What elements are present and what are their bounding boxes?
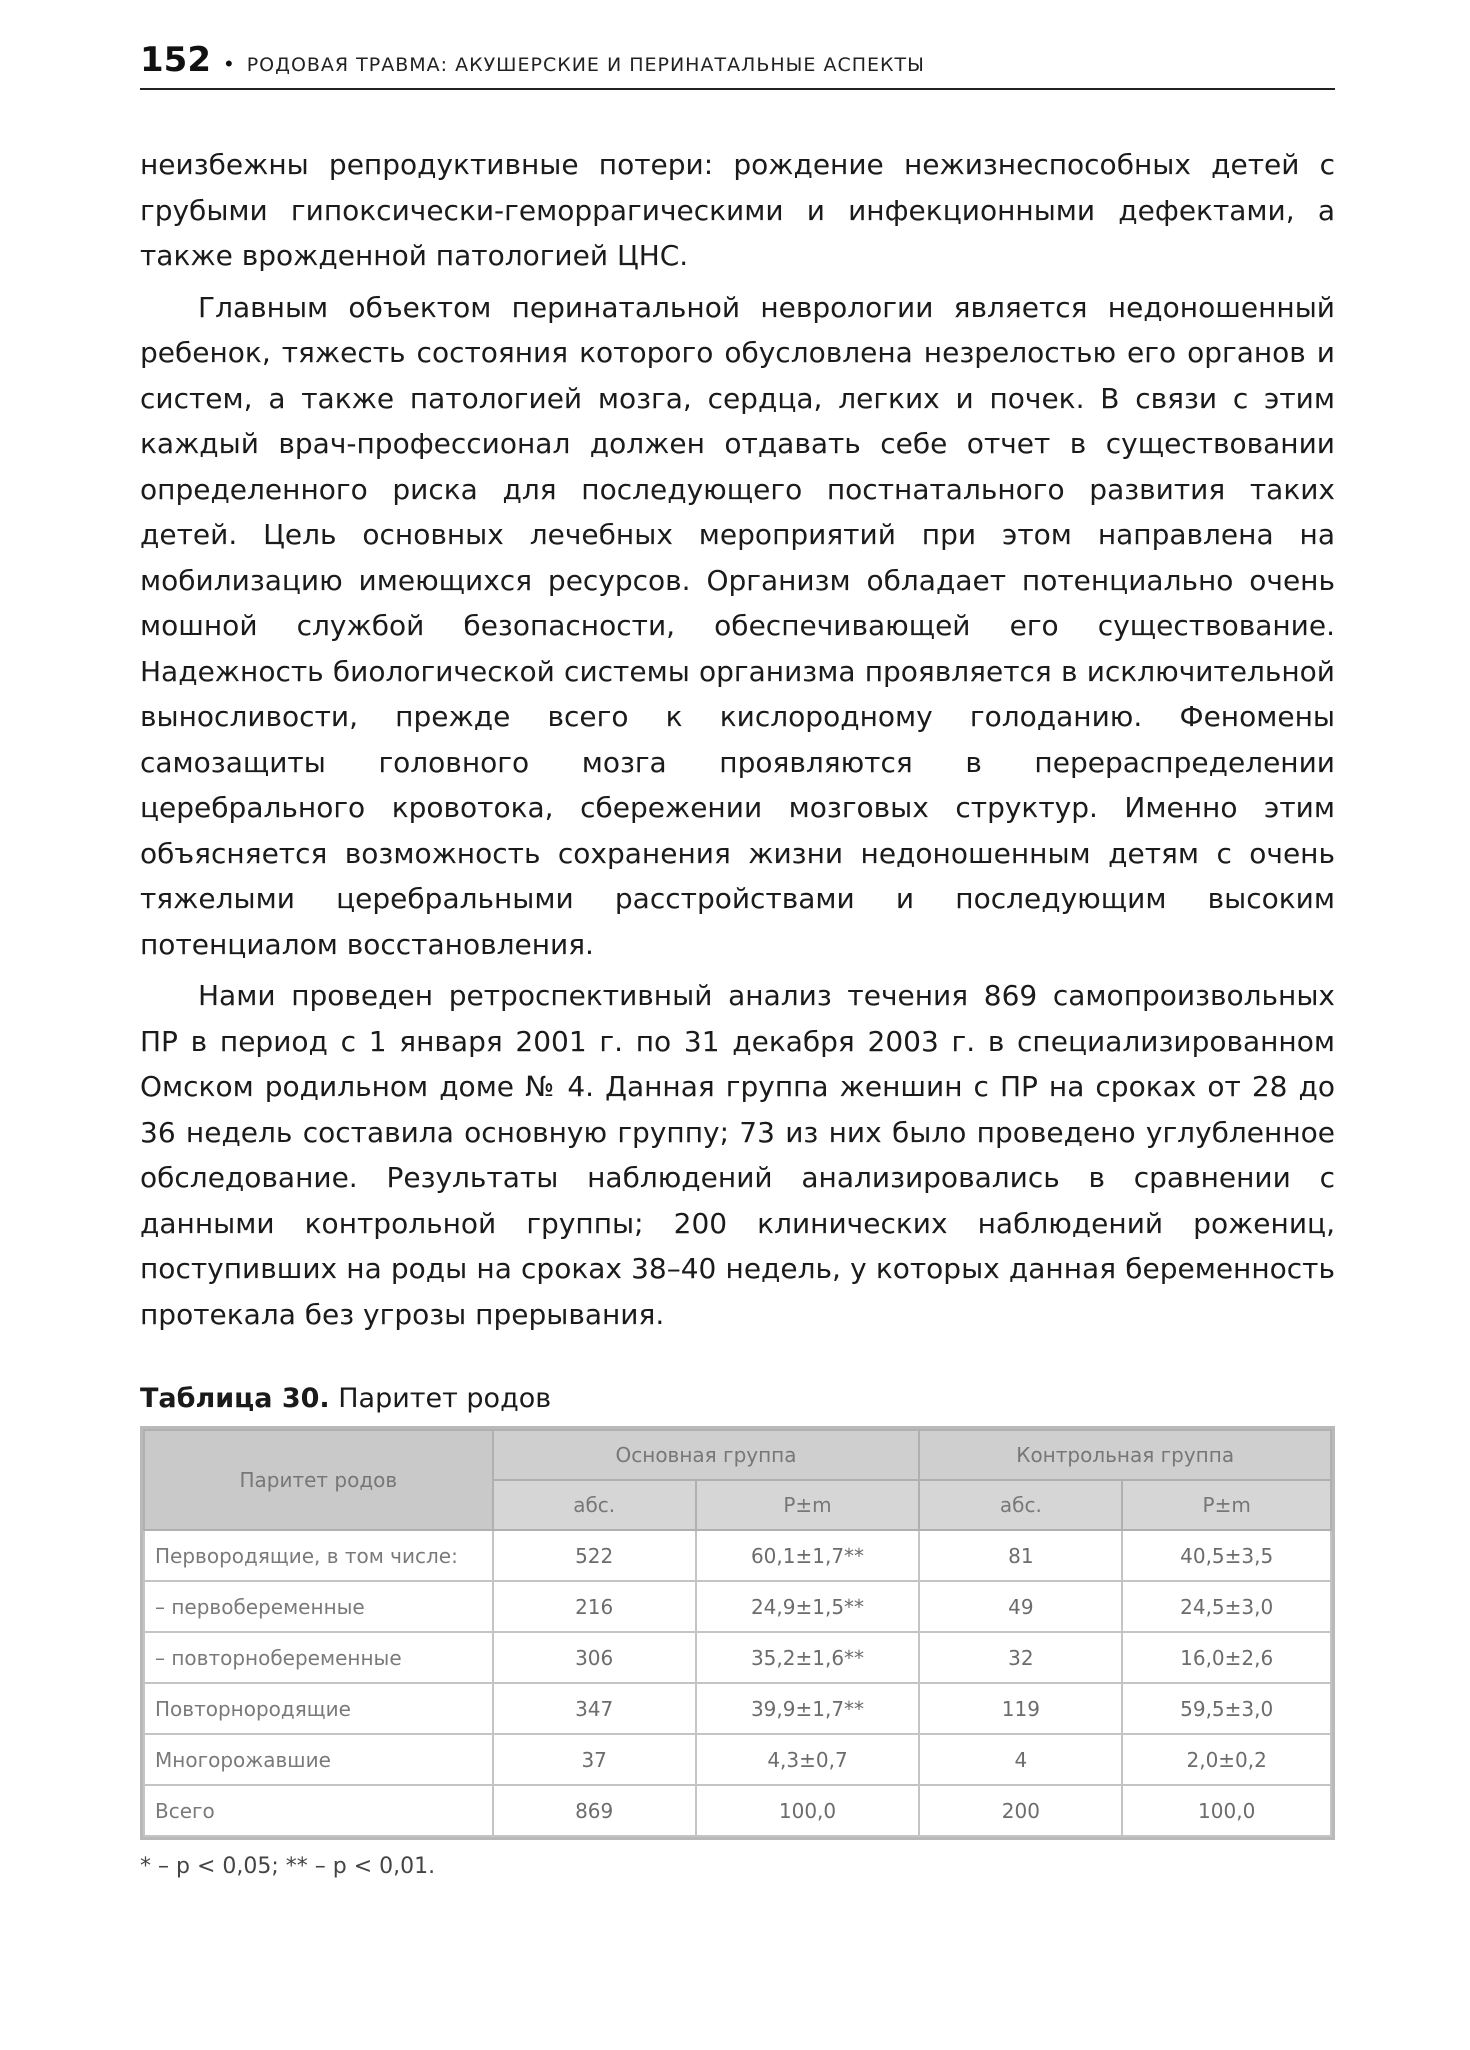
- table-caption-text: Паритет родов: [329, 1383, 552, 1414]
- cell-main-pm: 4,3±0,7: [696, 1734, 920, 1785]
- cell-control-abs: 32: [919, 1632, 1122, 1683]
- paragraph: Главным объектом перинатальной неврологии является недоношенный ребенок, тяжесть состояния которого обусловлена незрелостью его органов и систем, а также патологией мозга, сердца, легких и почек. В связи с этим каждый врач-профессионал должен отдавать себе отчет в существовании определенного риска для последующего постнатального развития таких детей. Цель основных лечебных мероприятий при этом направлена на мобилизацию имеющихся ресурсов. Организм обладает потенциально очень мошной службой безопасности, обеспечивающей его существование. Надежность биологической системы организма проявляется в исключительной выносливости, прежде всего к кислородному голоданию. Феномены самозащиты головного мозга проявляются в перераспределении церебрального кровотока, сбережении мозговых структур. Именно этим объясняется возможность сохранения жизни недоношенным детям с очень тяжелыми церебральными расстройствами и последующим высоким потенциалом восстановления.: [140, 290, 1335, 961]
- header-main-pm: P±m: [696, 1480, 920, 1530]
- cell-main-pm: 24,9±1,5**: [696, 1581, 920, 1632]
- cell-main-pm: 39,9±1,7**: [696, 1683, 920, 1734]
- cell-control-abs: 119: [919, 1683, 1122, 1734]
- cell-control-pm: 59,5±3,0: [1122, 1683, 1331, 1734]
- paragraph: Нами проведен ретроспективный анализ течения 869 самопроизвольных ПР в период с 1 января 2001 г. по 31 декабря 2003 г. в специализированном Омском родильном доме № 4. Данная группа женшин с ПР на сроках от 28 до 36 недель составила основную группу; 73 из них было проведено углубленное обследование. Результаты наблюдений анализировались в сравнении с данными контрольной группы; 200 клинических наблюдений рожениц, поступивших на роды на сроках 38–40 недель, у которых данная беременность протекала без угрозы прерывания.: [140, 979, 1335, 1331]
- body-text: [140, 142, 1335, 1337]
- table-row: [144, 1632, 1331, 1683]
- header-control-abs: абс.: [919, 1480, 1122, 1530]
- cell-control-abs: 81: [919, 1530, 1122, 1581]
- cell-main-abs: 37: [493, 1734, 696, 1785]
- cell-main-pm: 100,0: [696, 1785, 920, 1836]
- cell-main-abs: 306: [493, 1632, 696, 1683]
- cell-control-pm: 40,5±3,5: [1122, 1530, 1331, 1581]
- table-header-row: [144, 1430, 1331, 1480]
- cell-control-pm: 24,5±3,0: [1122, 1581, 1331, 1632]
- table-caption: [140, 1383, 1335, 1414]
- cell-control-pm: 2,0±0,2: [1122, 1734, 1331, 1785]
- table-footnote: * – p < 0,05; ** – p < 0,01.: [140, 1854, 436, 1879]
- row-label: Всего: [144, 1785, 493, 1836]
- cell-control-pm: 100,0: [1122, 1785, 1331, 1836]
- table-row: [144, 1734, 1331, 1785]
- cell-control-abs: 200: [919, 1785, 1122, 1836]
- header-control-group: Контрольная группа: [919, 1430, 1331, 1480]
- table-frame: [140, 1426, 1335, 1840]
- cell-control-abs: 49: [919, 1581, 1122, 1632]
- table-caption-label: Таблица 30.: [140, 1383, 330, 1414]
- cell-main-abs: 522: [493, 1530, 696, 1581]
- cell-control-pm: 16,0±2,6: [1122, 1632, 1331, 1683]
- row-label: Многорожавшие: [144, 1734, 493, 1785]
- table-row: [144, 1581, 1331, 1632]
- row-label: Первородящие, в том числе:: [144, 1530, 493, 1581]
- row-label: Повторнородящие: [144, 1683, 493, 1734]
- cell-main-pm: 35,2±1,6**: [696, 1632, 920, 1683]
- paragraph-continued: неизбежны репродуктивные потери: рождение нежизнеспособных детей с грубыми гипоксически-геморрагическими и инфекционными дефектами, а также врожденной патологией ЦНС.: [140, 148, 1335, 272]
- header-main-abs: абс.: [493, 1480, 696, 1530]
- bullet-separator: •: [224, 51, 233, 76]
- table-row: [144, 1683, 1331, 1734]
- cell-main-abs: 347: [493, 1683, 696, 1734]
- page-number: 152: [140, 40, 211, 80]
- cell-main-pm: 60,1±1,7**: [696, 1530, 920, 1581]
- cell-control-abs: 4: [919, 1734, 1122, 1785]
- header-control-pm: P±m: [1122, 1480, 1331, 1530]
- table-row-total: [144, 1785, 1331, 1836]
- header-main-group: Основная группа: [493, 1430, 920, 1480]
- header-parity: Паритет родов: [144, 1430, 493, 1530]
- cell-main-abs: 869: [493, 1785, 696, 1836]
- row-label: – повторнобеременные: [144, 1632, 493, 1683]
- running-head-title: РОДОВАЯ ТРАВМА: АКУШЕРСКИЕ И ПЕРИНАТАЛЬНЫЕ АСПЕКТЫ: [246, 54, 925, 76]
- running-head: [140, 40, 1335, 90]
- cell-main-abs: 216: [493, 1581, 696, 1632]
- row-label: – первобеременные: [144, 1581, 493, 1632]
- table-row: [144, 1530, 1331, 1581]
- parity-table: [143, 1429, 1332, 1837]
- book-page: [140, 40, 1335, 1879]
